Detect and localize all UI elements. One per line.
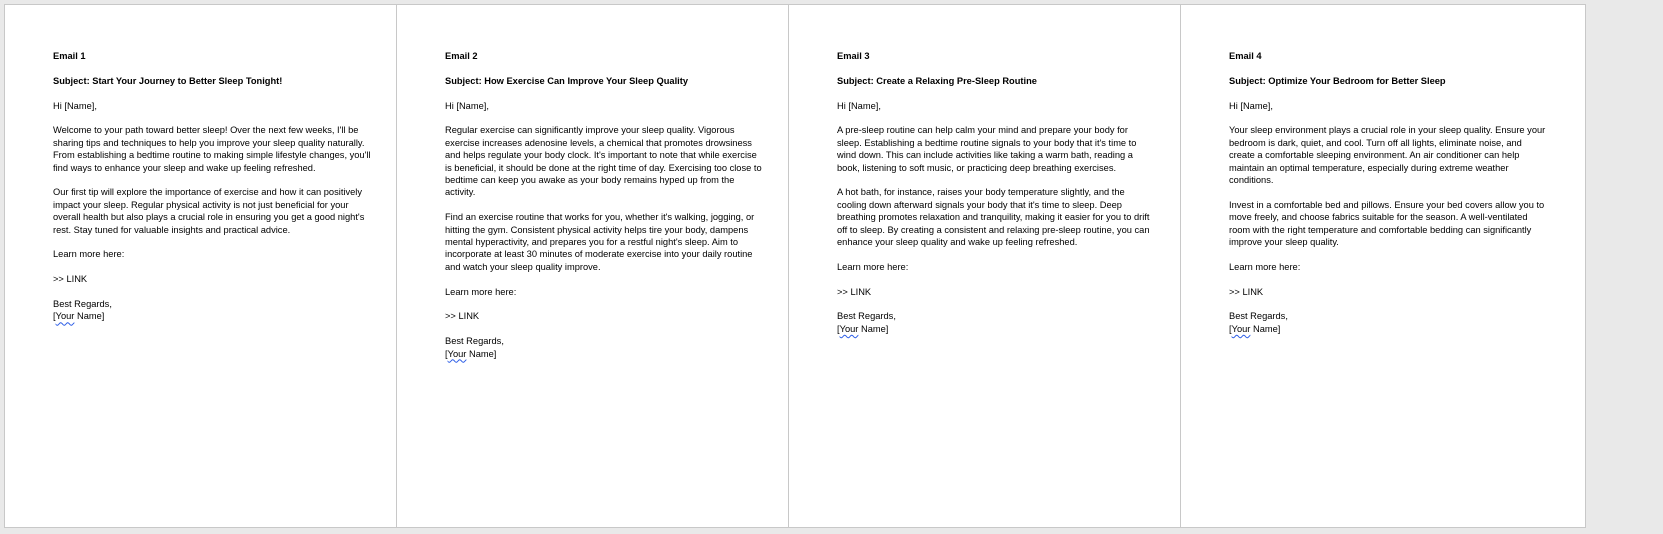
signature-rest: Name] (858, 323, 889, 334)
signature-rest: Name] (74, 311, 105, 322)
email-greeting: Hi [Name], (837, 100, 881, 111)
closing-text: Best Regards, (1229, 311, 1288, 322)
learn-more-text: Learn more here: (837, 261, 909, 272)
email-subject: Subject: Start Your Journey to Better Sleep Tonight! (53, 75, 283, 86)
email-3-content (837, 50, 1155, 335)
email-paragraph: A hot bath, for instance, raises your body temperature slightly, and the cooling down afterward signals your body that it's time to sleep. Deep breathing promotes relaxation and tranquility, making it easier for you to drift off to sleep. By creating a consistent and relaxing pre-sleep routine, you can enhance your sleep quality and wake up feeling refreshed. (837, 187, 1150, 248)
signature-open-bracket: [ (837, 323, 840, 334)
document-page-email-1 (4, 4, 410, 528)
email-greeting: Hi [Name], (1229, 100, 1273, 111)
signature-open-bracket: [ (445, 348, 448, 359)
link-placeholder: >> LINK (837, 286, 872, 297)
email-paragraph: Your sleep environment plays a crucial role in your sleep quality. Ensure your bedroom is dark, quiet, and cool. Turn off all lights, eliminate noise, and create a comfortable sleeping environment. An air conditioner can help maintain an optimal temperature, especially during extreme weather conditions. (1229, 125, 1546, 186)
document-page-email-2 (396, 4, 802, 528)
email-paragraph: Find an exercise routine that works for you, whether it's walking, jogging, or hitting the gym. Consistent physical activity helps tire your body, dampens mental hyperactivity, and prepares you for a restful night's sleep. Aim to incorporate at least 30 minutes of moderate exercise into your daily routine and watch your sleep quality improve. (445, 212, 755, 272)
learn-more-text: Learn more here: (445, 286, 517, 297)
sign-off (53, 298, 371, 323)
email-1-content (53, 50, 371, 323)
link-placeholder: >> LINK (1229, 286, 1264, 297)
email-subject: Subject: Optimize Your Bedroom for Better Sleep (1229, 75, 1446, 86)
spellcheck-flagged-word[interactable]: Your (839, 323, 859, 334)
document-page-email-4 (1180, 4, 1586, 528)
sign-off (837, 310, 1155, 335)
closing-text: Best Regards, (445, 336, 504, 347)
link-placeholder: >> LINK (445, 311, 480, 322)
sign-off (1229, 310, 1547, 335)
email-subject: Subject: How Exercise Can Improve Your Sleep Quality (445, 75, 688, 86)
email-greeting: Hi [Name], (53, 100, 97, 111)
email-4-content (1229, 50, 1547, 335)
signature-line (53, 310, 371, 322)
document-page-email-3 (788, 4, 1194, 528)
email-paragraph: Regular exercise can significantly improve your sleep quality. Vigorous exercise increases adenosine levels, a chemical that promotes drowsiness and helps regulate your body clock. It's important to note that while exercise is beneficial, it should be done at the right time of day. Exercising too close to bedtime can keep you awake as your body remains hyped up from the activity. (445, 125, 762, 198)
closing-text: Best Regards, (837, 311, 896, 322)
learn-more-text: Learn more here: (53, 249, 125, 260)
email-number: Email 4 (1229, 51, 1262, 61)
signature-line (837, 323, 1155, 335)
closing-text: Best Regards, (53, 299, 112, 310)
signature-line (445, 348, 763, 360)
learn-more-text: Learn more here: (1229, 261, 1301, 272)
email-2-content (445, 50, 763, 360)
email-paragraph: A pre-sleep routine can help calm your mind and prepare your body for sleep. Establishing a bedtime routine signals to your body that it's time to wind down. This can include activities like taking a warm bath, reading a book, listening to soft music, or practicing deep breathing exercises. (837, 125, 1137, 173)
email-greeting: Hi [Name], (445, 100, 489, 111)
email-number: Email 3 (837, 51, 870, 61)
signature-line (1229, 323, 1547, 335)
email-subject: Subject: Create a Relaxing Pre-Sleep Routine (837, 75, 1037, 86)
signature-rest: Name] (1250, 323, 1281, 334)
email-paragraph: Invest in a comfortable bed and pillows. Ensure your bed covers allow you to move freely, and choose fabrics suitable for the season. A well-ventilated room with the right temperature and comfortable bedding can significantly improve your sleep quality. (1229, 199, 1545, 248)
signature-open-bracket: [ (53, 311, 56, 322)
link-placeholder: >> LINK (53, 274, 88, 285)
signature-rest: Name] (466, 348, 497, 359)
spellcheck-flagged-word[interactable]: Your (55, 311, 75, 322)
spellcheck-flagged-word[interactable]: Your (447, 348, 467, 359)
sign-off (445, 335, 763, 360)
email-number: Email 2 (445, 51, 478, 61)
spellcheck-flagged-word[interactable]: Your (1231, 323, 1251, 334)
email-number: Email 1 (53, 51, 86, 61)
signature-open-bracket: [ (1229, 323, 1232, 334)
email-paragraph: Welcome to your path toward better sleep! Over the next few weeks, I'll be sharing tips and techniques to help you improve your sleep quality naturally. From establishing a bedtime routine to making simple lifestyle changes, you'll find ways to enhance your sleep and wake up feeling refreshed. (53, 125, 371, 173)
email-paragraph: Our first tip will explore the importance of exercise and how it can positively impact your sleep. Regular physical activity is not just beneficial for your overall health but also plays a crucial role in ensuring you get a good night's rest. Stay tuned for valuable insights and practical advice. (53, 187, 365, 235)
